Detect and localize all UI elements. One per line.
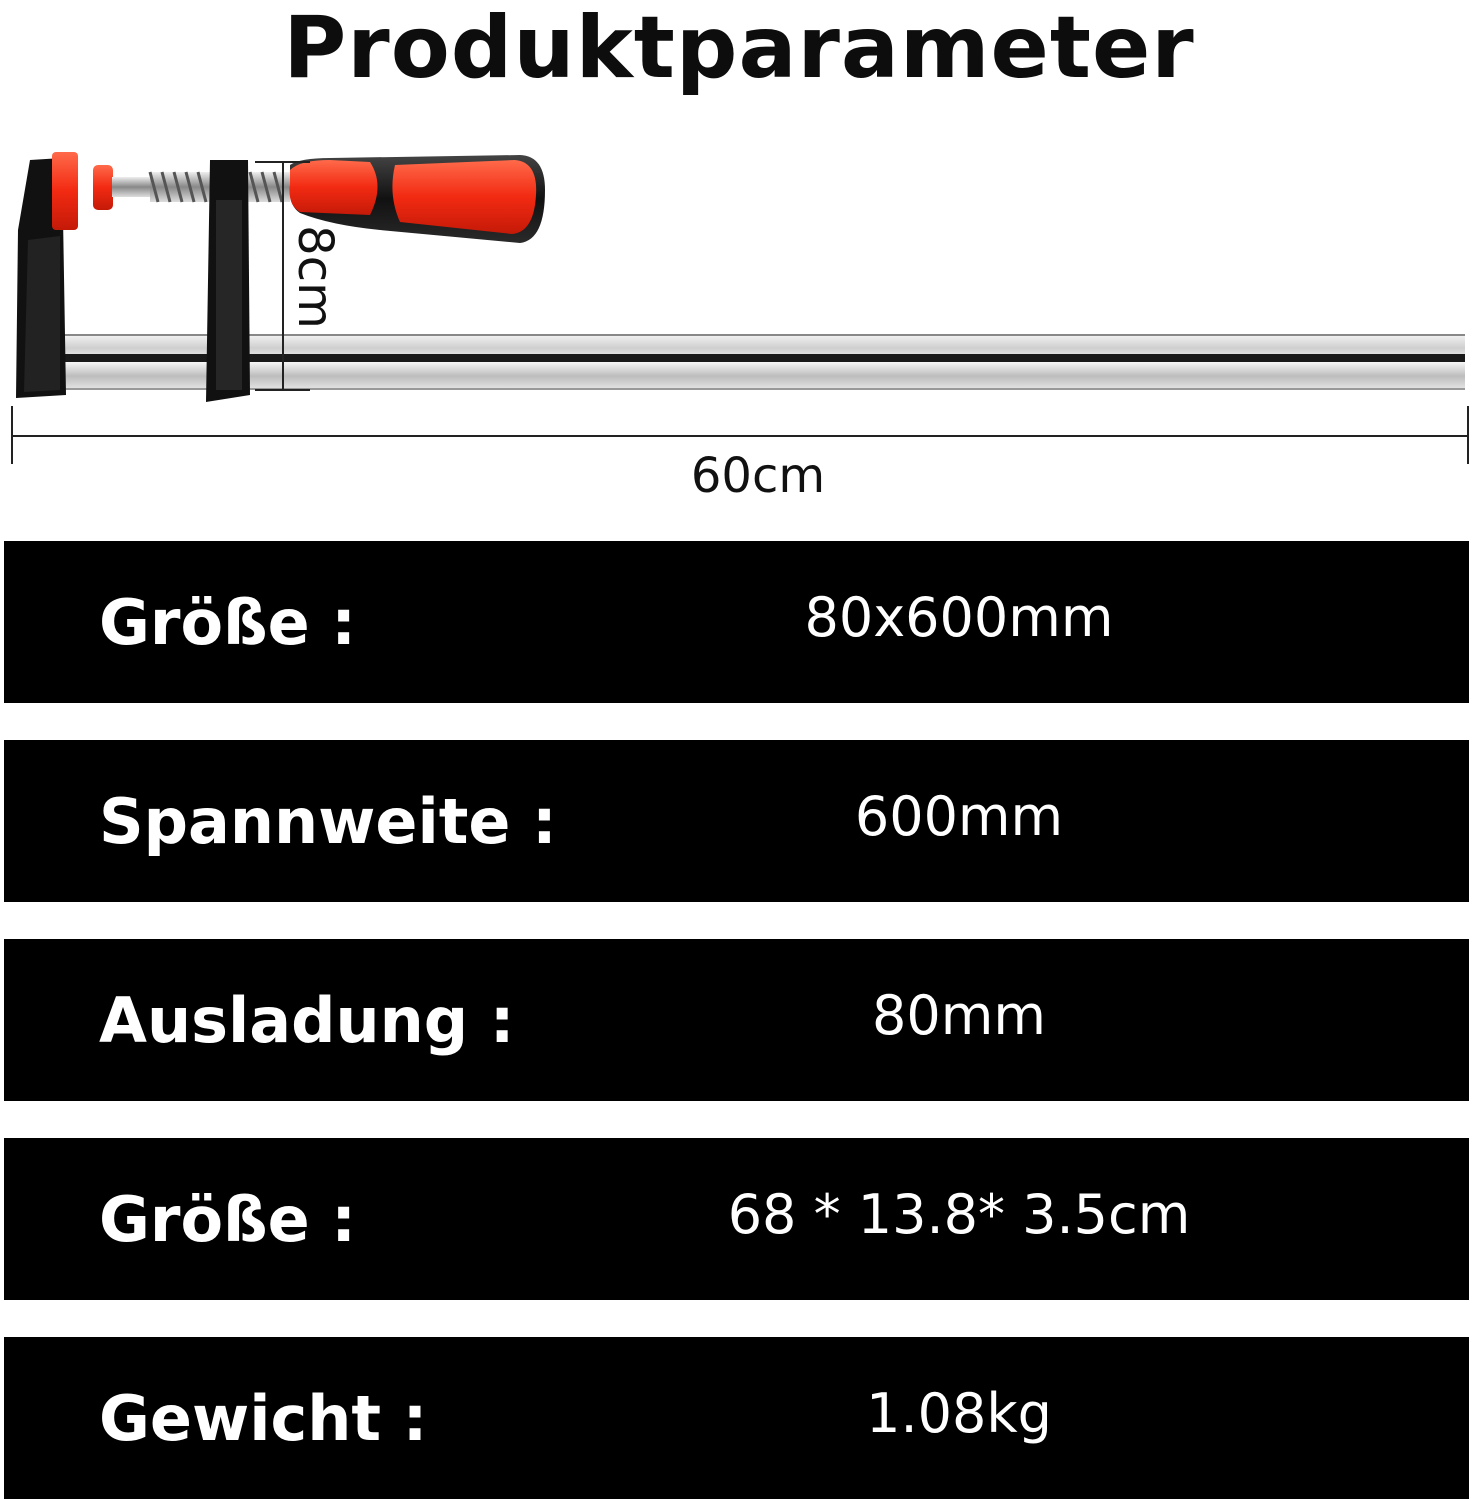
width-dimension-label: 60cm — [690, 448, 826, 504]
param-row-size — [4, 541, 1469, 703]
param-value: 68 * 13.8* 3.5cm — [727, 1182, 1191, 1246]
clamp-bar — [40, 334, 1465, 390]
param-value: 80x600mm — [804, 585, 1114, 649]
screw-spindle — [112, 172, 290, 202]
swivel-pad — [93, 165, 113, 210]
height-dimension-label: 8cm — [287, 225, 343, 329]
param-value: 80mm — [872, 983, 1046, 1047]
sliding-jaw — [206, 160, 250, 402]
param-label: Gewicht : — [99, 1381, 428, 1455]
param-value: 1.08kg — [866, 1381, 1052, 1445]
param-label: Spannweite : — [99, 784, 557, 858]
param-row-weight — [4, 1337, 1469, 1499]
param-label: Größe : — [99, 1182, 357, 1256]
param-label: Größe : — [99, 585, 357, 659]
param-row-package-size — [4, 1138, 1469, 1300]
param-row-throat-depth — [4, 939, 1469, 1101]
page-title: Produktparameter — [283, 0, 1195, 98]
param-label: Ausladung : — [99, 983, 515, 1057]
param-row-span — [4, 740, 1469, 902]
param-value: 600mm — [854, 784, 1064, 848]
